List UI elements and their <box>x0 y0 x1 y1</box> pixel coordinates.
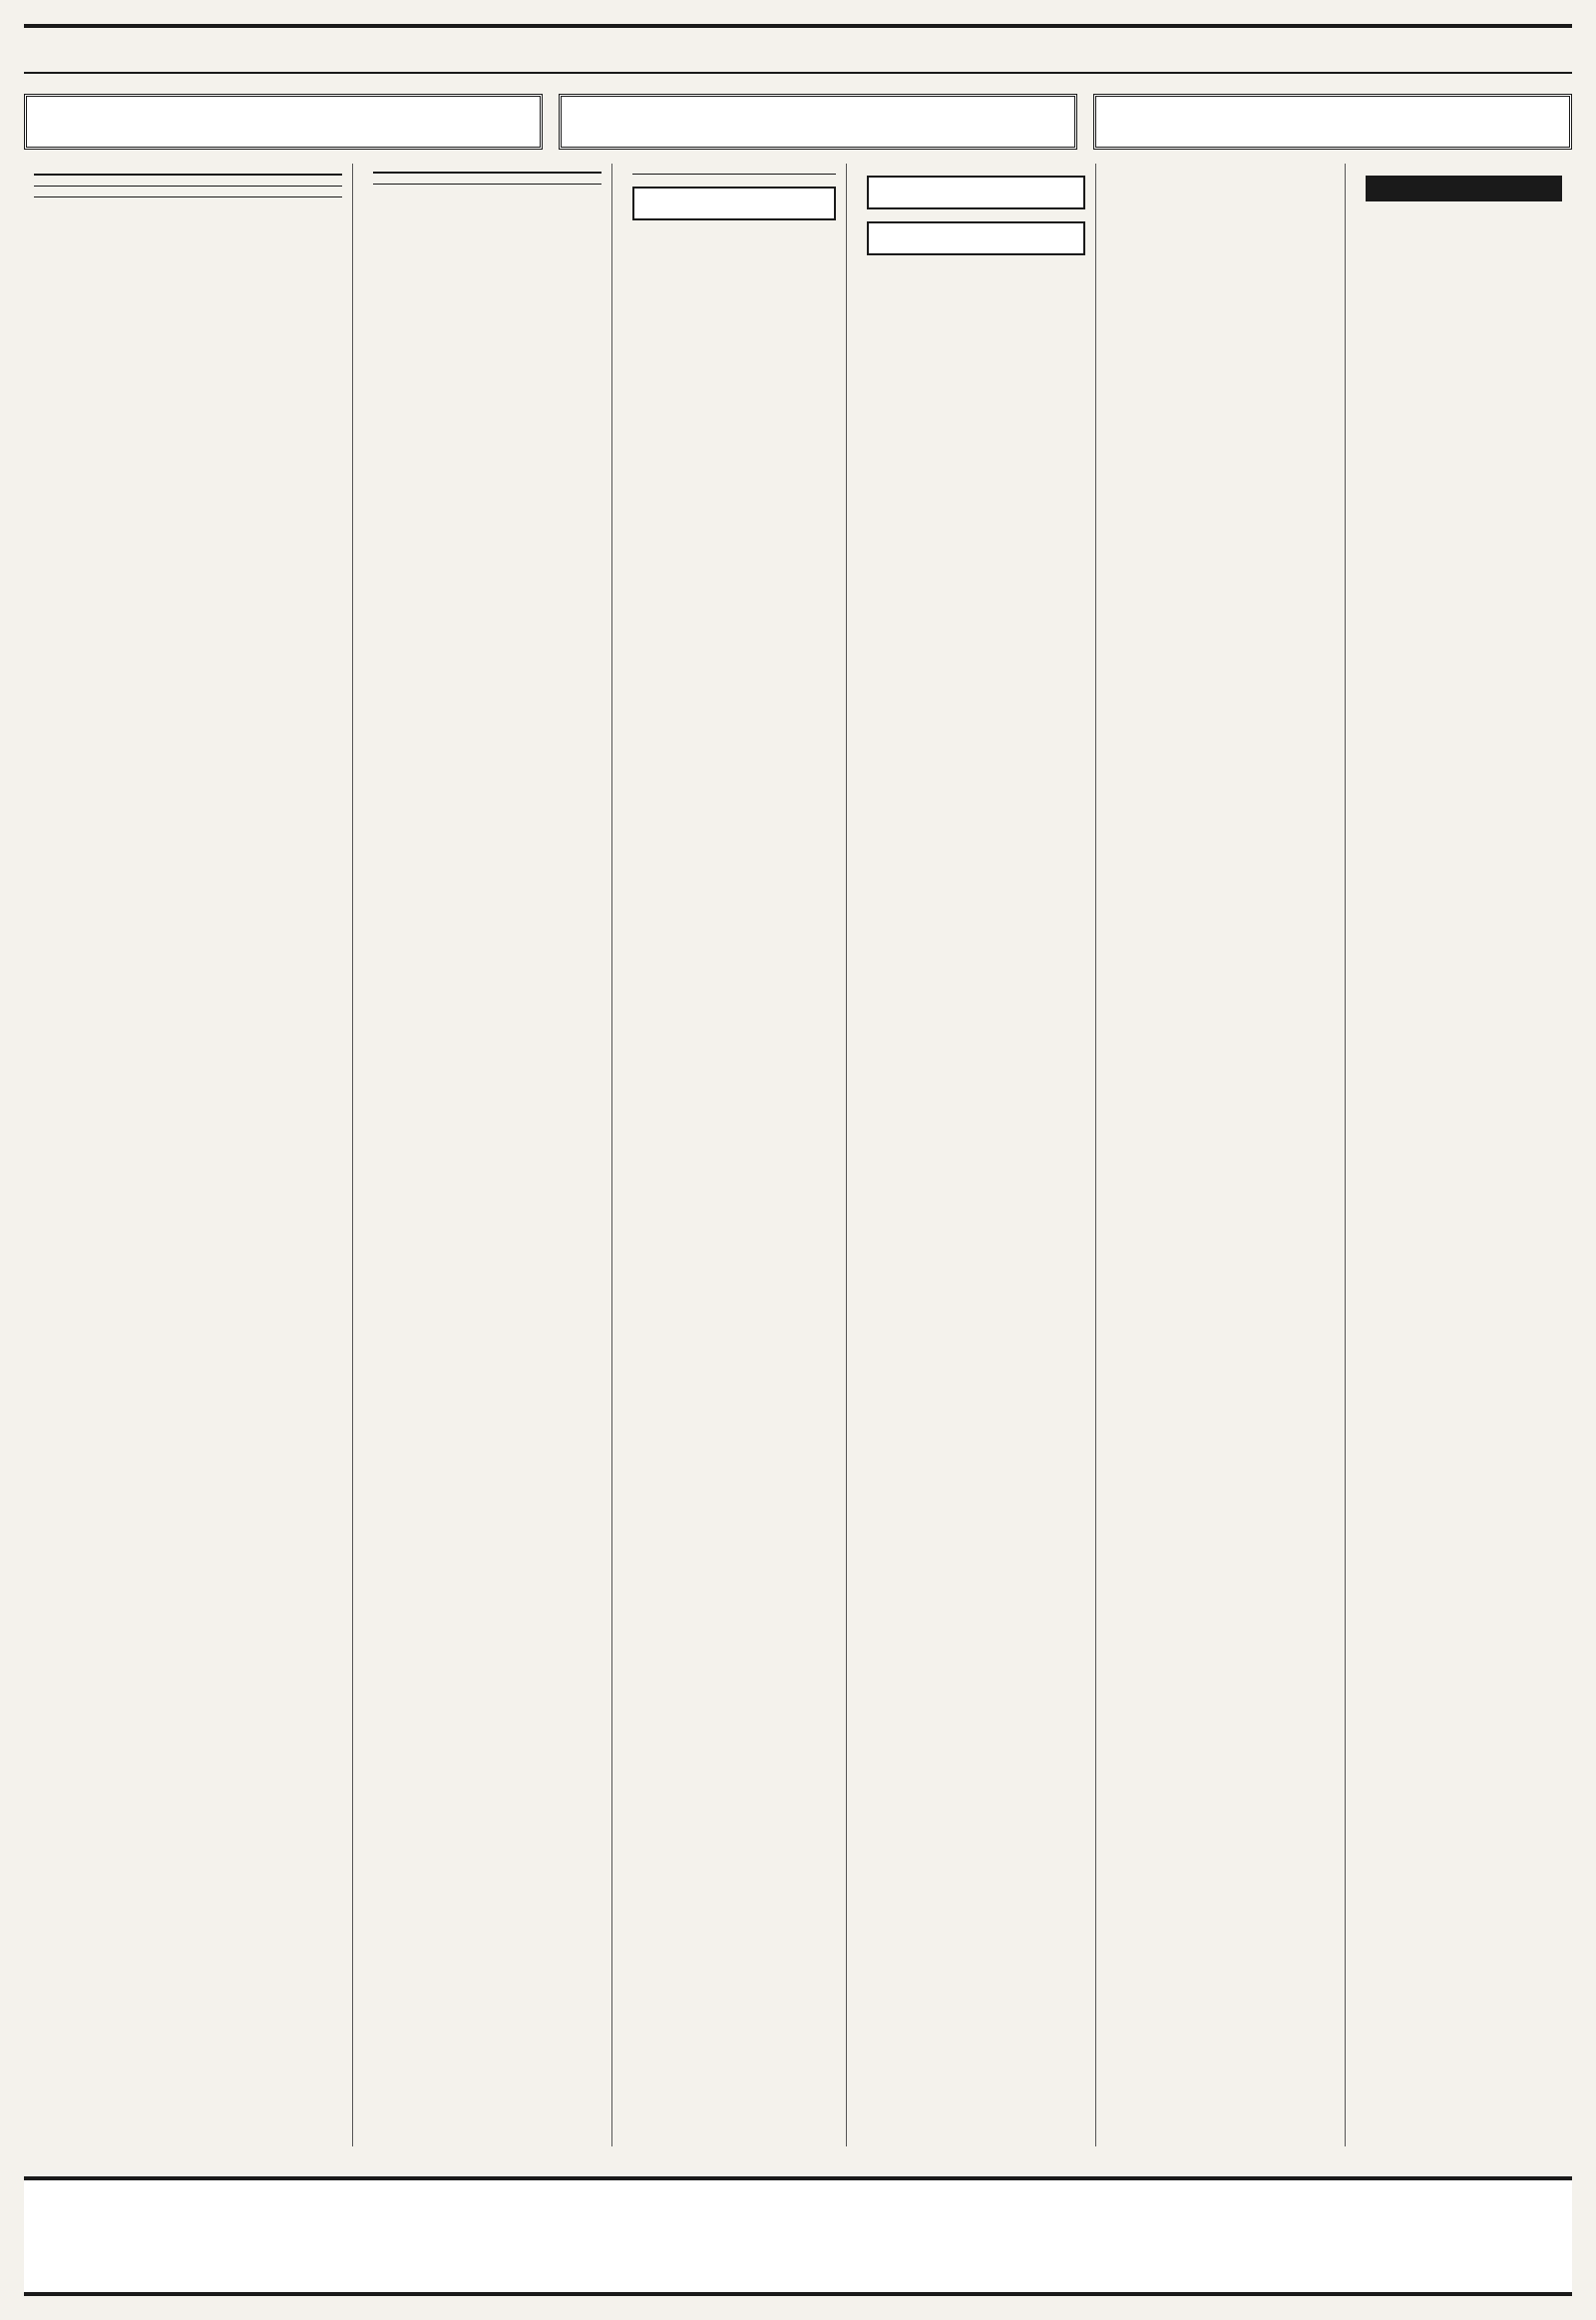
divider <box>632 174 836 175</box>
column-5 <box>1106 164 1346 2146</box>
divider <box>34 186 342 187</box>
divider <box>373 184 601 185</box>
section-banner-center <box>559 94 1077 150</box>
bottom-advertisement-banner <box>24 2176 1572 2296</box>
divider <box>34 196 342 197</box>
divider <box>34 174 342 176</box>
advertisement-box <box>867 176 1085 209</box>
column-1 <box>24 164 353 2146</box>
column-2 <box>363 164 612 2146</box>
masthead <box>24 24 1572 74</box>
section-banner-right <box>1093 94 1572 150</box>
divider <box>373 172 601 174</box>
advertisement-box <box>1366 176 1562 201</box>
advertisement-box <box>867 221 1085 255</box>
column-3 <box>622 164 847 2146</box>
column-6 <box>1356 164 1572 2146</box>
newspaper-page <box>24 24 1572 2296</box>
advertisement-box <box>632 187 836 220</box>
column-4 <box>857 164 1096 2146</box>
section-banner-left <box>24 94 543 150</box>
